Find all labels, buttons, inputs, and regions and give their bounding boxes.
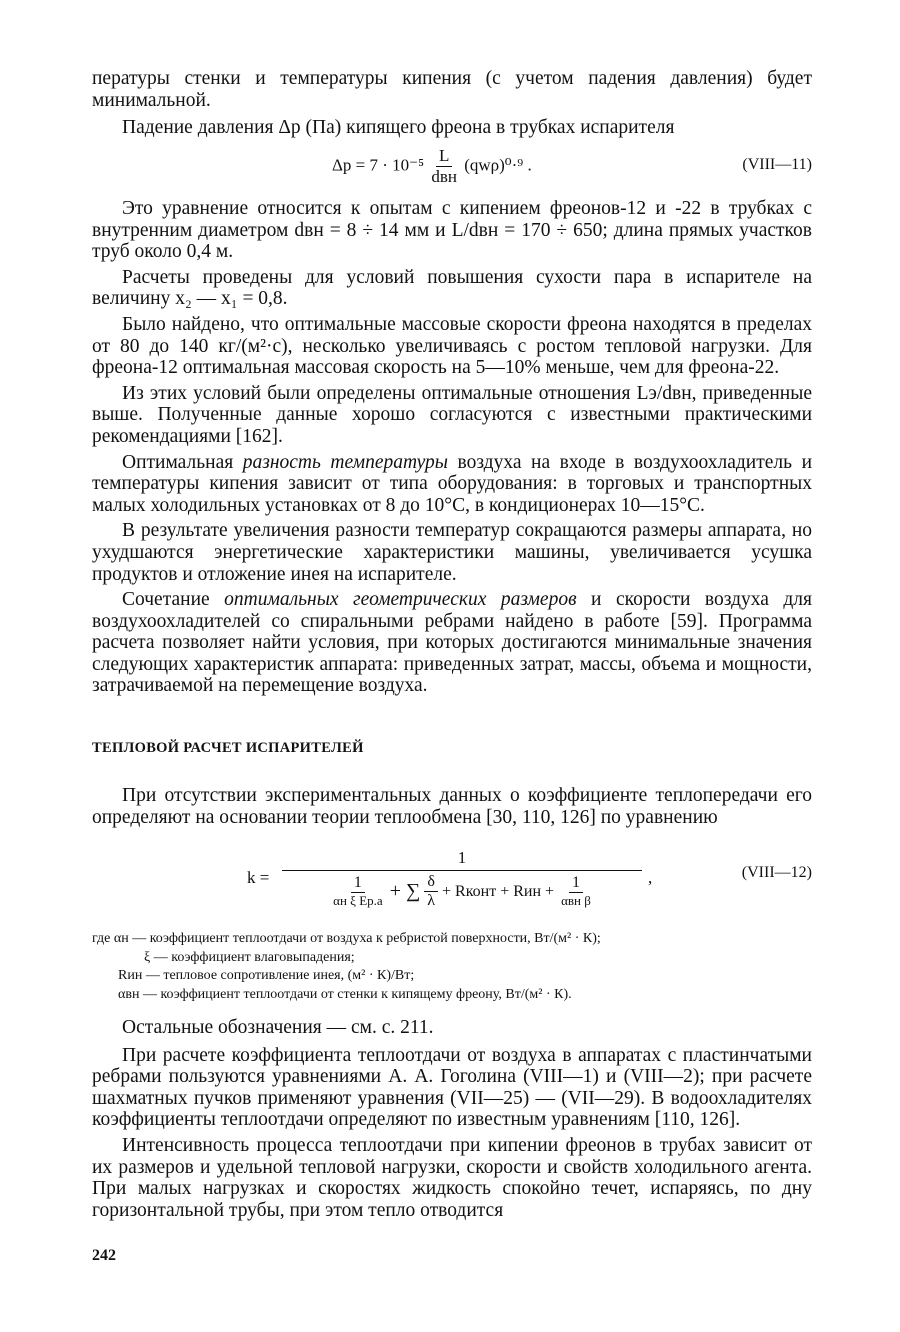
- eq2-main-fraction: [282, 848, 642, 910]
- paragraph-gogolin-equations: При расчете коэффициента теплоотдачи от воздуха в аппаратах с пластинчатыми ребрами пользуются уравнениями А. А. Гоголина (VIII—1) и (VIII—2); при расчете шахматных пучков применяют уравнения (VII—25) — (VII—29). В водоохладителях коэффициенты теплоотдачи определяют по известным уравнениям [110, 126].: [92, 1044, 812, 1131]
- legend-alpha-n: где αн — коэффициент теплоотдачи от воздуха к ребристой поверхности, Вт/(м² · К);: [92, 931, 601, 946]
- eq1-fraction: [428, 146, 460, 187]
- eq2-sum-sign: + ∑: [389, 880, 421, 902]
- emphasis-geometric-sizes: оптимальных геометрических размеров: [224, 589, 577, 611]
- paragraph-other-symbols: Остальные обозначения — см. с. 211.: [122, 1017, 434, 1038]
- symbol-legend: [92, 930, 812, 1004]
- text-block-bottom: [92, 1017, 812, 1221]
- paragraph-mass-velocity: Было найдено, что оптимальные массовые скорости фреона находятся в пределах от 80 до 140 кг/(м²·с), несколько увеличиваясь с ростом тепловой нагрузки. Для фреона-12 оптимальная массовая скорость на 5—10% меньше, чем для фреона-22.: [92, 313, 812, 379]
- page-number: 242: [92, 1247, 116, 1264]
- paragraph-geometry: Сочетание оптимальных геометрических размеров и скорости воздуха для воздухоохладителей со спиральными ребрами найдено в работе [59]. Программа расчета позволяет найти условия, при которых достигаются минимальные значения следующих характеристик аппарата: приведенных затрат, массы, объема и мощности, затрачиваемой на перемещение воздуха.: [92, 589, 812, 697]
- paragraph-dryness: Расчеты проведены для условий повышения сухости пара в испарителе на величину x₂ — x₁ = 0,8.: [92, 266, 812, 310]
- eq2-denominator: [330, 871, 594, 910]
- legend-alpha-vn: αвн — коэффициент теплоотдачи от стенки к кипящему фреону, Вт/(м² · К).: [118, 986, 572, 1002]
- eq1-denominator: dвн: [431, 167, 457, 186]
- paragraph-consequences: В результате увеличения разности температур сокращаются размеры аппарата, но ухудшаются энергетические характеристики машины, увеличивается усушка продуктов и отложение инея на испарителе.: [92, 520, 812, 585]
- eq2-resistances: + Rконт + Rин +: [442, 882, 555, 900]
- eq1-numerator: L: [436, 146, 452, 167]
- eq2-lhs: k =: [247, 868, 270, 887]
- text-block-middle: [92, 198, 812, 697]
- paragraph-heat-transfer-theory: При отсутствии экспериментальных данных о коэффициенте теплопередачи его определяют на основании теории теплообмена [30, 110, 126] по уравнению: [92, 785, 812, 828]
- eq2-wall-fraction: $\frac{\delta}{\lambda}$: [424, 873, 438, 910]
- paragraph-pressure-drop: Падение давления Δp (Па) кипящего фреона в трубках испарителя: [122, 117, 675, 139]
- legend-xi: ξ — коэффициент влаговыпадения;: [144, 949, 355, 965]
- paragraph-continuation: пературы стенки и температуры кипения (с учетом падения давления) будет минимальной.: [92, 68, 812, 111]
- paragraph-experiments: Это уравнение относится к опытам с кипением фреонов-12 и -22 в трубках с внутренним диаметром dвн = 8 ÷ 14 мм и L/dвн = 170 ÷ 650; длина прямых участков труб около 0,4 м.: [92, 198, 812, 263]
- equation-label-viii-12: (VIII—12): [741, 864, 812, 881]
- eq2-boiling-fraction: $\frac{1}{\text{αвн β}}$: [561, 874, 591, 908]
- text-block-top: [92, 68, 812, 139]
- equation-viii-12: [92, 848, 812, 924]
- paragraph-temperature-difference: Оптимальная разность температуры воздуха на входе в воздухоохладитель и температуры кипения зависит от типа оборудования: в торговых и транспортных малых холодильных установках от 8 до 10°С, в кондиционерах 10—15°С.: [92, 451, 813, 516]
- equation-label-viii-11: (VIII—11): [742, 156, 812, 173]
- eq2-tail: ,: [648, 868, 653, 887]
- equation-viii-11: [92, 146, 812, 190]
- legend-r-frost: Rин — тепловое сопротивление инея, (м² · К)/Вт;: [118, 968, 415, 983]
- eq2-air-fraction: $\frac{1}{\text{αн ξ Eр.а}}$: [333, 874, 383, 908]
- eq1-lhs: Δp = 7 · 10⁻⁵: [332, 155, 425, 175]
- paragraph-ratios: Из этих условий были определены оптимальные отношения Lэ/dвн, приведенные выше. Полученные данные хорошо согласуются с известными практическими рекомендациями [162].: [92, 382, 812, 447]
- emphasis-temperature-difference: разность температуры: [242, 451, 448, 473]
- eq1-rhs: (qwρ)⁰·⁹ .: [464, 155, 532, 175]
- eq2-numerator: 1: [282, 848, 642, 871]
- text-block-heat-transfer: [92, 785, 812, 828]
- section-heading: ТЕПЛОВОЙ РАСЧЕТ ИСПАРИТЕЛЕЙ: [92, 740, 364, 756]
- paragraph-boiling-intensity: Интенсивность процесса теплоотдачи при кипении фреонов в трубах зависит от их размеров и удельной тепловой нагрузки, скорости и свойств холодильного агента. При малых нагрузках и скоростях жидкость спокойно течет, испаряясь, по дну горизонтальной трубы, при этом тепло отводится: [92, 1134, 812, 1221]
